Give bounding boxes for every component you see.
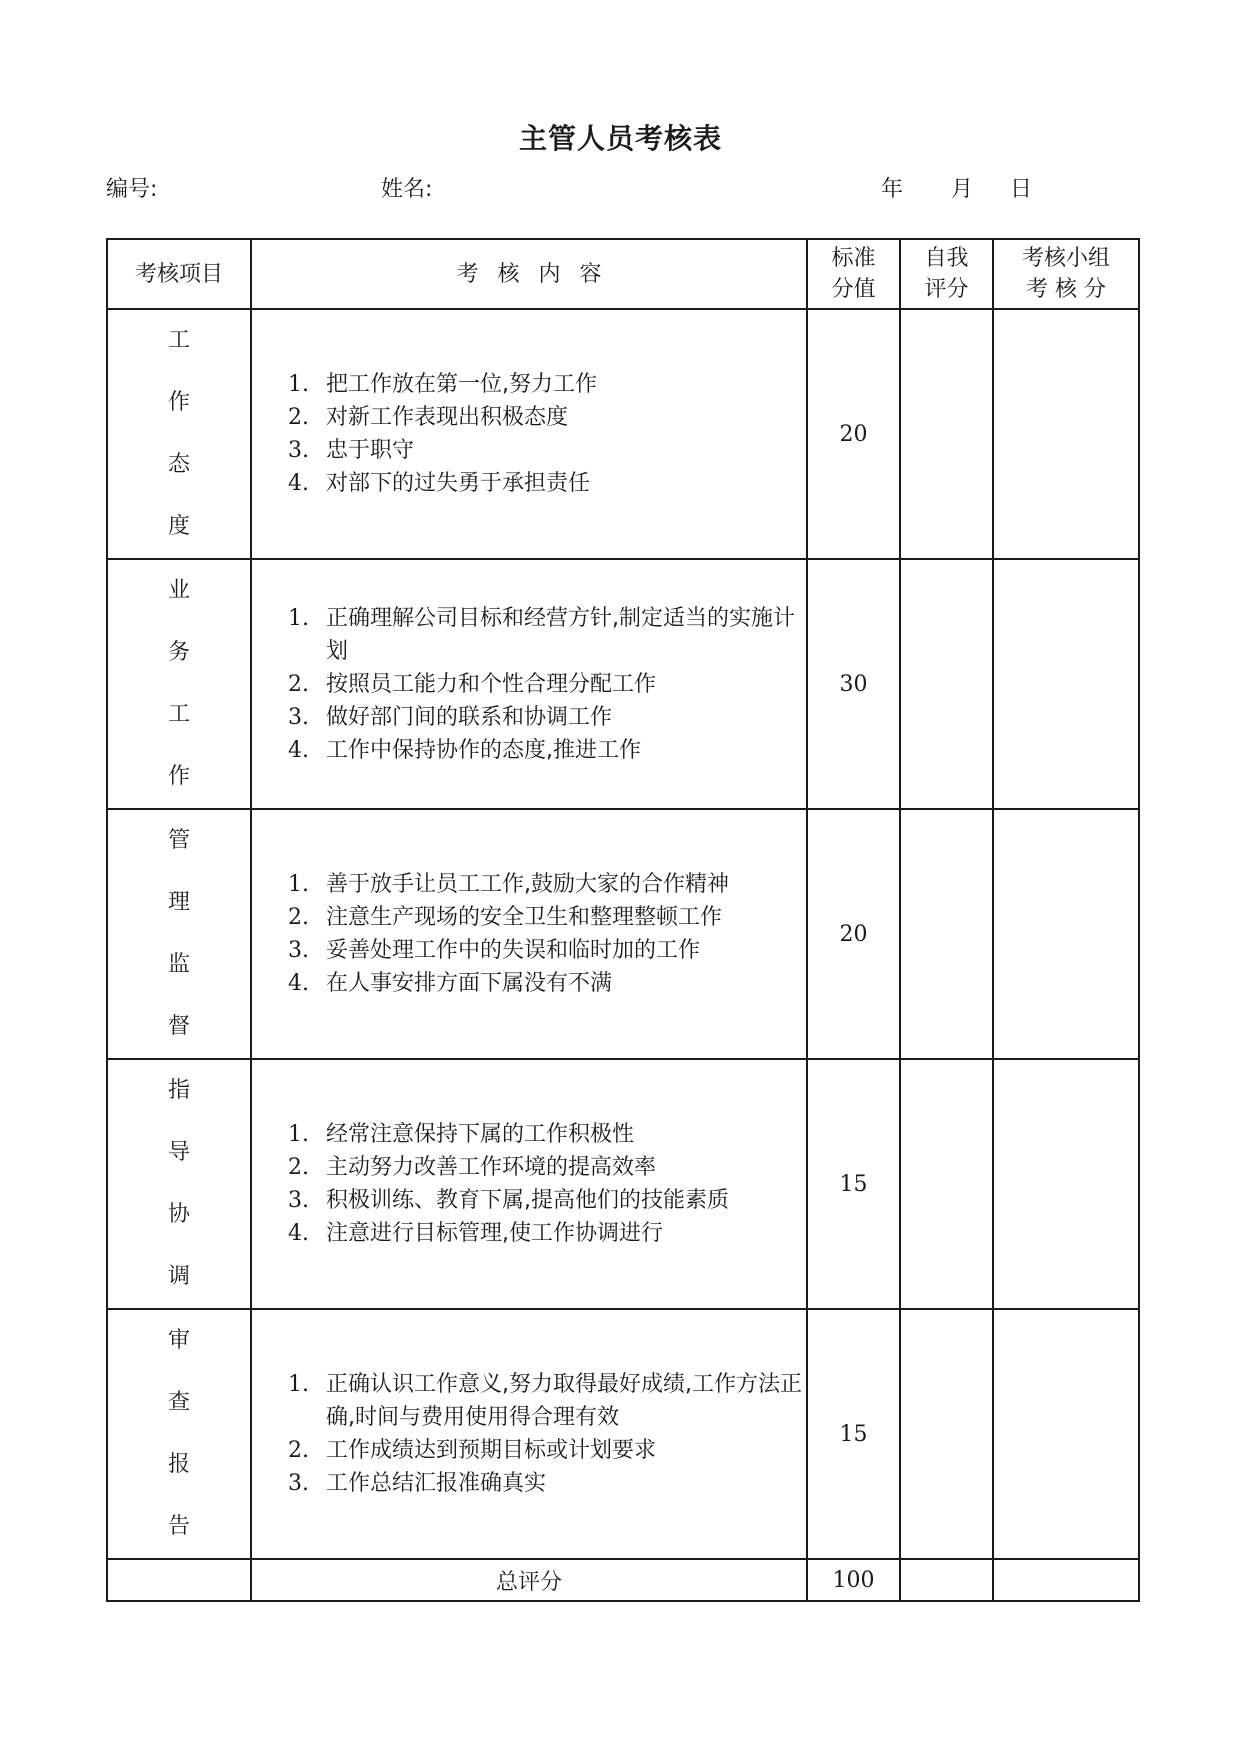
list-item-number: 2.	[288, 1438, 309, 1463]
list-item-text: 在人事安排方面下属没有不满	[326, 971, 613, 996]
list-item-text: 工作总结汇报准确真实	[326, 1471, 547, 1496]
list-item-number: 2.	[288, 1155, 309, 1180]
total-label: 总评分	[251, 1559, 807, 1601]
list-item-text: 善于放手让员工工作,鼓励大家的合作精神	[326, 872, 729, 897]
list-item-number: 4.	[288, 471, 309, 496]
table-row	[107, 309, 1139, 559]
total-group-score-cell[interactable]	[993, 1559, 1139, 1601]
header-self-line1: 自我	[924, 246, 969, 271]
content-cell	[251, 309, 807, 559]
list-item-text: 对新工作表现出积极态度	[326, 405, 569, 430]
item-cell	[107, 1059, 251, 1309]
item-label: 工作	[167, 702, 226, 789]
group-score-cell[interactable]	[993, 1059, 1139, 1309]
list-item	[288, 1434, 806, 1467]
item-label: 工作	[167, 328, 226, 415]
name-label: 姓名:	[381, 177, 433, 202]
content-cell	[251, 1059, 807, 1309]
content-list	[252, 868, 806, 1000]
list-item-number: 2.	[288, 905, 309, 930]
list-item	[288, 1217, 806, 1250]
list-item-text: 注意生产现场的安全卫生和整理整顿工作	[326, 905, 723, 930]
item-label: 管理	[167, 828, 226, 915]
day-label: 日	[1010, 177, 1033, 202]
list-item-text: 经常注意保持下属的工作积极性	[326, 1122, 635, 1147]
list-item-number: 1.	[288, 605, 309, 631]
list-item	[288, 1184, 806, 1217]
list-item-text: 对部下的过失勇于承担责任	[326, 471, 591, 496]
standard-score-cell: 30	[807, 559, 900, 809]
list-item-number: 2.	[288, 671, 309, 697]
header-group-line1: 考核小组	[1021, 246, 1110, 271]
item-label: 报告	[167, 1452, 226, 1539]
header-group	[993, 239, 1139, 309]
item-label: 指导	[167, 1078, 226, 1165]
list-item-text: 积极训练、教育下属,提高他们的技能素质	[326, 1188, 729, 1213]
self-score-cell[interactable]	[900, 809, 993, 1059]
list-item	[288, 467, 806, 500]
list-item	[288, 967, 806, 1000]
content-list	[252, 368, 806, 500]
number-label: 编号:	[106, 177, 158, 202]
group-score-cell[interactable]	[993, 1309, 1139, 1559]
content-cell	[251, 1309, 807, 1559]
list-item-text: 妥善处理工作中的失误和临时加的工作	[326, 938, 701, 963]
standard-score-cell: 20	[807, 809, 900, 1059]
header-standard-line2: 分值	[831, 277, 876, 302]
content-cell	[251, 559, 807, 809]
header-group-line2: 考 核 分	[1026, 277, 1106, 302]
self-score-cell[interactable]	[900, 309, 993, 559]
list-item	[288, 934, 806, 967]
list-item	[288, 602, 806, 668]
list-item-number: 1.	[288, 372, 309, 397]
table-row	[107, 1059, 1139, 1309]
table-row	[107, 809, 1139, 1059]
header-content	[251, 239, 807, 309]
header-item	[107, 239, 251, 309]
content-list	[252, 602, 806, 767]
content-cell	[251, 809, 807, 1059]
header-self-line2: 评分	[924, 277, 969, 302]
self-score-cell[interactable]	[900, 559, 993, 809]
list-item	[288, 701, 806, 734]
page-title: 主管人员考核表	[518, 122, 722, 155]
list-item-number: 3.	[288, 704, 309, 730]
item-label: 业务	[167, 578, 226, 665]
list-item-text: 工作成绩达到预期目标或计划要求	[326, 1438, 657, 1463]
month-label: 月	[951, 177, 974, 202]
item-cell	[107, 1309, 251, 1559]
year-label: 年	[881, 177, 904, 202]
list-item-text: 工作中保持协作的态度,推进工作	[326, 737, 641, 763]
list-item-text: 忠于职守	[326, 438, 415, 463]
list-item	[288, 368, 806, 401]
list-item	[288, 734, 806, 767]
list-item-number: 1.	[288, 1122, 309, 1147]
item-label: 审查	[167, 1328, 226, 1415]
list-item	[288, 901, 806, 934]
list-item-number: 4.	[288, 1221, 309, 1246]
list-item-text: 主动努力改善工作环境的提高效率	[326, 1155, 657, 1180]
list-item-text: 做好部门间的联系和协调工作	[326, 704, 613, 730]
header-standard	[807, 239, 900, 309]
list-item-text: 注意进行目标管理,使工作协调进行	[326, 1221, 663, 1246]
total-blank-cell	[107, 1559, 251, 1601]
list-item	[288, 1467, 806, 1500]
total-self-score-cell[interactable]	[900, 1559, 993, 1601]
total-standard-cell: 100	[807, 1559, 900, 1601]
standard-score-cell: 15	[807, 1309, 900, 1559]
self-score-cell[interactable]	[900, 1309, 993, 1559]
total-row	[107, 1559, 1139, 1601]
header-content-label: 考 核 内 容	[456, 261, 608, 287]
item-label: 协调	[167, 1202, 226, 1289]
list-item-text: 正确理解公司目标和经营方针,制定适当的实施计划	[326, 605, 795, 664]
list-item	[288, 1368, 806, 1434]
list-item-number: 4.	[288, 737, 309, 763]
standard-score-cell: 15	[807, 1059, 900, 1309]
item-cell	[107, 309, 251, 559]
list-item-number: 2.	[288, 405, 309, 430]
list-item-number: 3.	[288, 1471, 309, 1496]
list-item	[288, 1151, 806, 1184]
list-item-number: 3.	[288, 1188, 309, 1213]
list-item-number: 4.	[288, 971, 309, 996]
item-cell	[107, 809, 251, 1059]
item-label: 态度	[167, 452, 226, 539]
list-item-number: 1.	[288, 1372, 309, 1397]
table-row	[107, 1309, 1139, 1559]
list-item-text: 正确认识工作意义,努力取得最好成绩,工作方法正确,时间与费用使用得合理有效	[326, 1372, 802, 1430]
evaluation-table	[106, 238, 1140, 1602]
self-score-cell[interactable]	[900, 1059, 993, 1309]
item-label: 监督	[167, 952, 226, 1039]
item-cell	[107, 559, 251, 809]
header-self	[900, 239, 993, 309]
list-item-text: 把工作放在第一位,努力工作	[326, 372, 597, 397]
content-list	[252, 1368, 806, 1500]
list-item	[288, 434, 806, 467]
header-standard-line1: 标准	[831, 246, 876, 271]
header-row	[107, 239, 1139, 309]
table-row	[107, 559, 1139, 809]
list-item-number: 3.	[288, 438, 309, 463]
group-score-cell[interactable]	[993, 309, 1139, 559]
header-item-label: 考核项目	[134, 261, 223, 287]
content-list	[252, 1118, 806, 1250]
list-item	[288, 868, 806, 901]
group-score-cell[interactable]	[993, 559, 1139, 809]
list-item-number: 1.	[288, 872, 309, 897]
list-item-text: 按照员工能力和个性合理分配工作	[326, 671, 657, 697]
list-item	[288, 668, 806, 701]
list-item	[288, 401, 806, 434]
group-score-cell[interactable]	[993, 809, 1139, 1059]
standard-score-cell: 20	[807, 309, 900, 559]
list-item	[288, 1118, 806, 1151]
list-item-number: 3.	[288, 938, 309, 963]
